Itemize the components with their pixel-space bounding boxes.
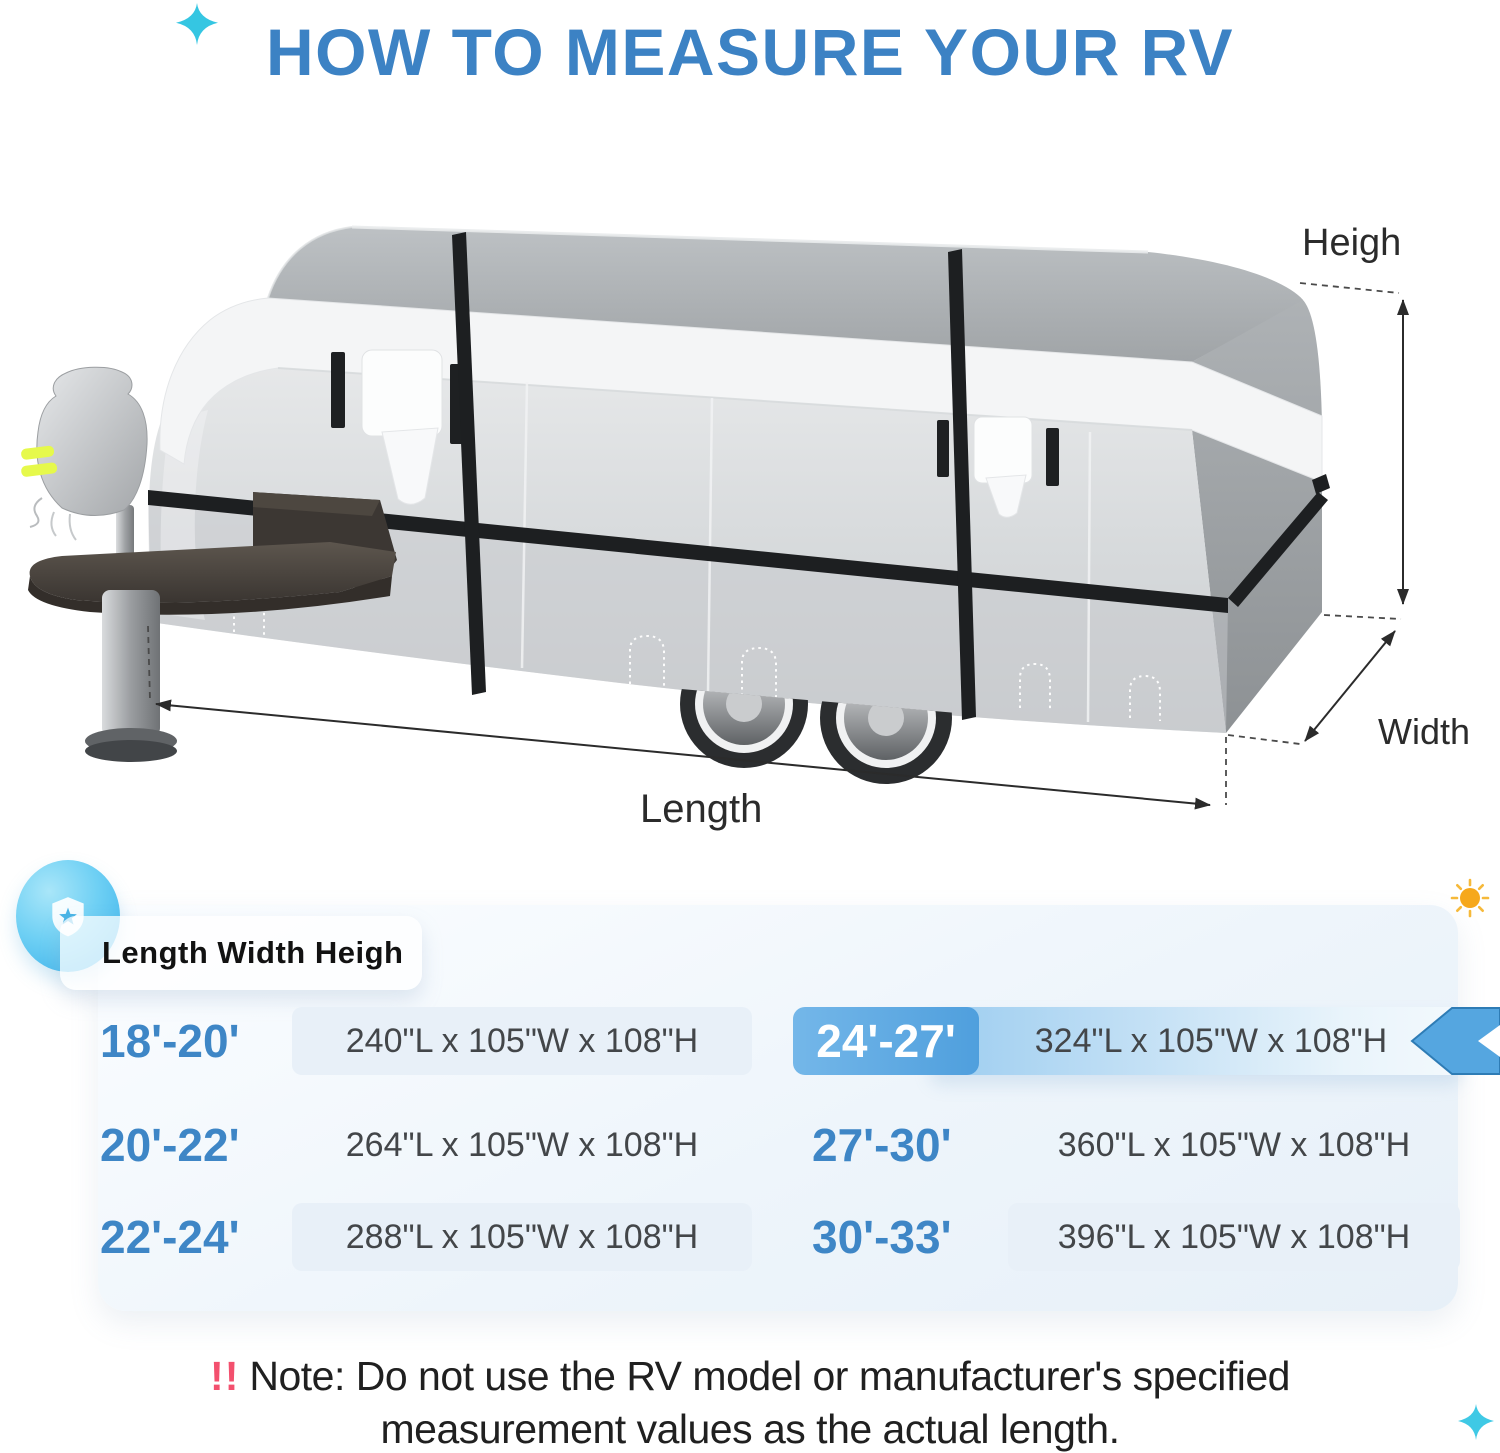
size-range-label: 27'-30' [812, 1119, 952, 1171]
size-range-label: 18'-20' [100, 1015, 240, 1067]
size-chart-header: Length Width Heigh [60, 916, 422, 990]
note-line-2: measurement values as the actual length. [380, 1406, 1120, 1452]
height-dash-top [1300, 283, 1399, 293]
page-title: HOW TO MEASURE YOUR RV [265, 15, 1235, 89]
size-range-label: 22'-24' [100, 1211, 240, 1263]
size-dims-text: 324"L x 105"W x 108"H [1034, 1021, 1388, 1060]
size-range-label: 20'-22' [100, 1119, 240, 1171]
size-dims-cell [292, 1007, 752, 1075]
note-line-1 [0, 1350, 1500, 1403]
highlighted-range-chip: 24'-27' [793, 1007, 979, 1075]
height-dash-bottom [1324, 615, 1401, 619]
size-dims-cell [1008, 1203, 1460, 1271]
note-text-1: Note: Do not use the RV model or manufacturer's specified [249, 1353, 1290, 1399]
length-label: Length [640, 787, 763, 831]
jack-post [102, 590, 160, 736]
size-dims-cell [292, 1203, 752, 1271]
sun-icon [1446, 874, 1494, 922]
width-label: Width [1378, 711, 1471, 752]
size-range-label: 30'-33' [812, 1211, 952, 1263]
width-dash [1228, 735, 1300, 744]
exclamation-icon: !! [210, 1353, 240, 1399]
size-dims-text: 396"L x 105"W x 108"H [1057, 1217, 1411, 1256]
measurement-note [0, 1350, 1500, 1453]
size-dims-text: 264"L x 105"W x 108"H [345, 1125, 699, 1164]
left-arrow-tag-icon [1406, 1003, 1500, 1079]
highlighted-dims-textwrap [996, 1007, 1426, 1075]
sparkle-icon [1458, 1404, 1494, 1440]
size-dims-text: 360"L x 105"W x 108"H [1057, 1125, 1411, 1164]
jack-cover-bag [37, 367, 147, 515]
size-dims-cell [292, 1111, 752, 1179]
size-dims-text: 288"L x 105"W x 108"H [345, 1217, 699, 1256]
size-dims-text: 240"L x 105"W x 108"H [345, 1021, 699, 1060]
size-dims-cell [1008, 1111, 1460, 1179]
height-label: Heigh [1302, 222, 1402, 264]
